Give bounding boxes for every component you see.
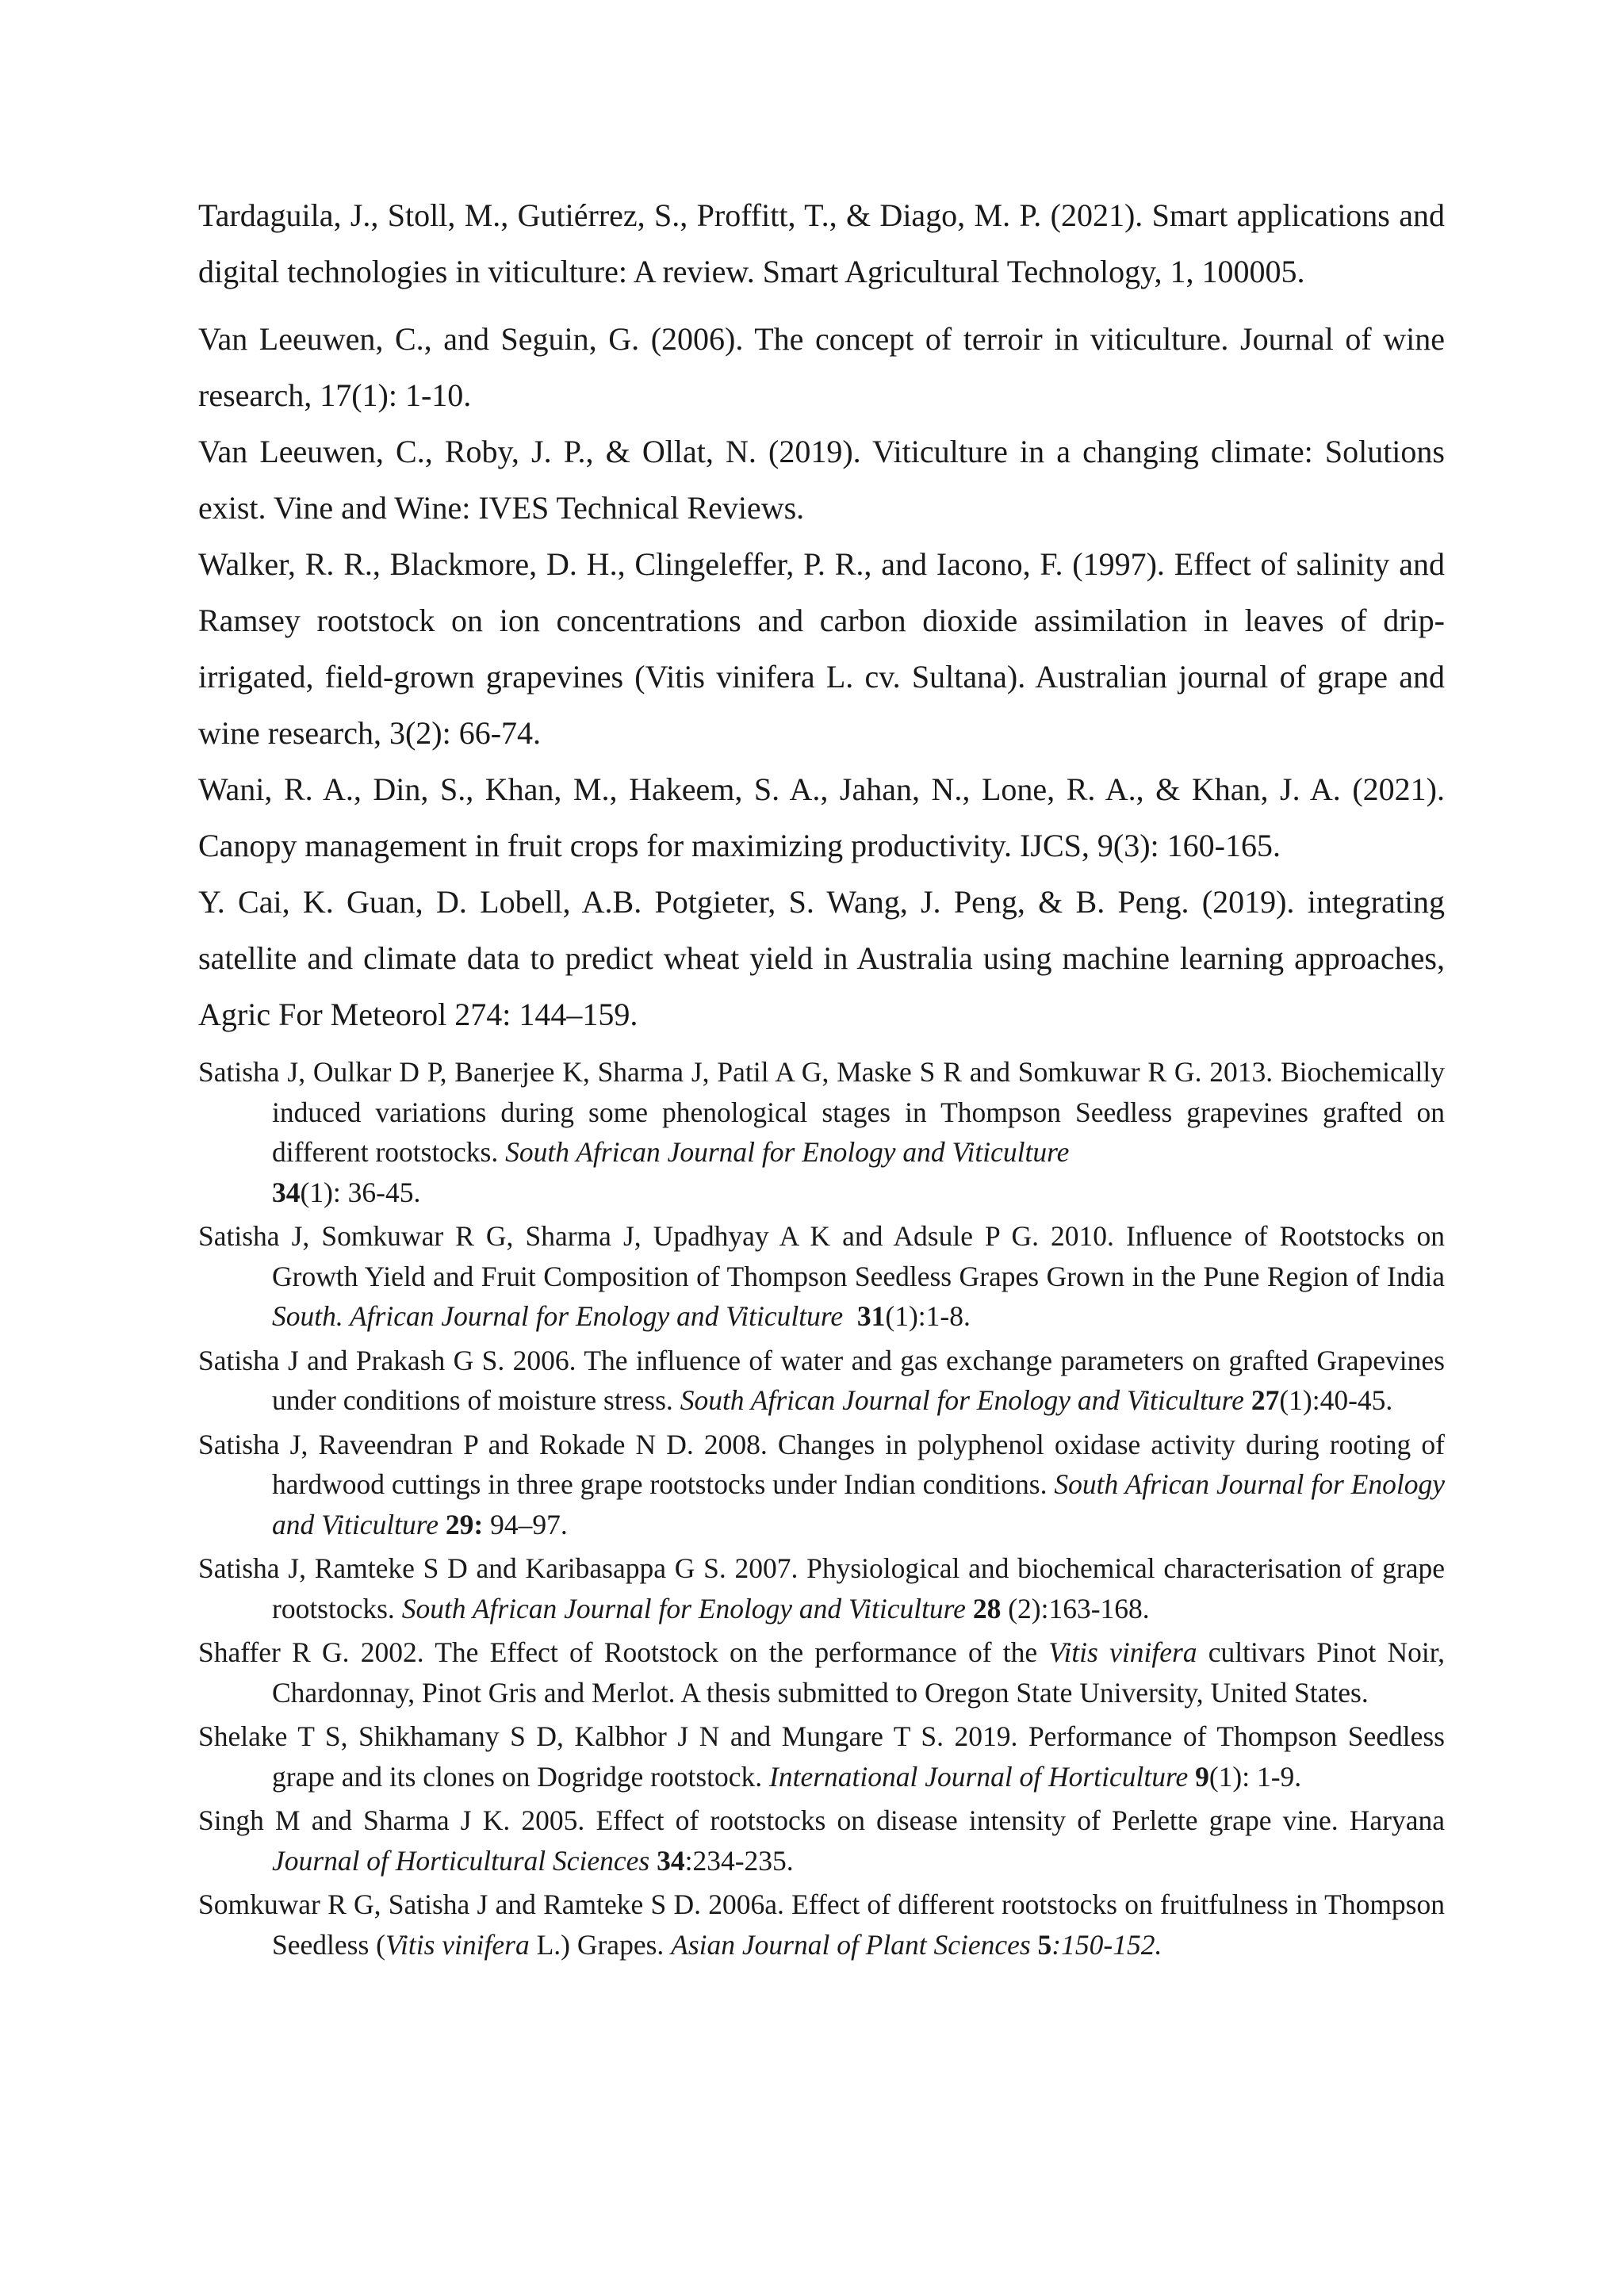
reference-text: Shaffer R G. 2002. The Effect of Rootstock on the performance of the — [198, 1636, 1049, 1668]
reference-entry — [198, 1885, 1445, 1965]
reference-text: L.) Grapes. — [529, 1928, 672, 1961]
spacer — [843, 1300, 857, 1332]
reference-text: Shelake T S, Shikhamany S D, Kalbhor J N and Mungare T S. 2019. Performance of Thompson Seedless grape and its clones on Dogridge rootstock. — [198, 1720, 1445, 1793]
reference-entry: Walker, R. R., Blackmore, D. H., Clingeleffer, P. R., and Iacono, F. (1997). Effect of salinity and Ramsey rootstock on ion concentrations and carbon dioxide assimilation in leaves of drip-irrigated, field-grown grapevines (Vitis vinifera L. cv. Sultana). Australian journal of grape and wine research, 3(2): 66-74. — [198, 546, 1445, 751]
journal-title: South African Journal for Enology and Viticulture — [401, 1592, 966, 1624]
reference-pages: (1):40-45. — [1279, 1384, 1393, 1416]
reference-text: cultivars Pinot Noir, Chardonnay, Pinot Gris and Merlot. A thesis submitted to Oregon State University, United States. — [272, 1636, 1445, 1709]
reference-list — [198, 187, 1445, 1969]
reference-entry — [198, 1800, 1445, 1881]
reference-text: Satisha J, Raveendran P and Rokade N D. 2008. Changes in polyphenol oxidase activity during rooting of hardwood cuttings in three grape rootstocks under Indian conditions. — [198, 1428, 1445, 1500]
species-name: Vitis vinifera — [1048, 1636, 1197, 1668]
reference-pages: (2):163-168. — [1001, 1592, 1150, 1624]
spacer — [1188, 1761, 1195, 1793]
reference-entry: Tardaguila, J., Stoll, M., Gutiérrez, S., Proffitt, T., & Diago, M. P. (2021). Smart applications and digital technologies in viticulture: A review. Smart Agricultural Technology, 1, 100005. — [198, 197, 1445, 289]
volume-number: 29: — [445, 1508, 484, 1540]
reference-pages: 94–97. — [483, 1508, 568, 1540]
spacer — [649, 1845, 657, 1877]
journal-title: South African Journal for Enology and Viticulture — [680, 1384, 1244, 1416]
reference-entry — [198, 1425, 1445, 1545]
volume-number: 27 — [1251, 1384, 1280, 1416]
reference-entry — [198, 1548, 1445, 1628]
reference-text: Satisha J, Oulkar D P, Banerjee K, Sharma J, Patil A G, Maske S R and Somkuwar R G. 2013. Biochemically induced variations during some phenological stages in Thompson Seedless grapevines grafted on different rootstocks. — [198, 1056, 1445, 1168]
reference-pages: :234-235. — [684, 1844, 794, 1877]
journal-title: Asian Journal of Plant Sciences — [671, 1928, 1031, 1961]
reference-pages: (1): 1-9. — [1208, 1760, 1302, 1793]
reference-text: Satisha J, Somkuwar R G, Sharma J, Upadhyay A K and Adsule P G. 2010. Influence of Rootstocks on Growth Yield and Fruit Composition of Thompson Seedless Grapes Grown in the Pune Region of India — [198, 1220, 1445, 1292]
reference-entry — [198, 1716, 1445, 1797]
reference-pages: :150-152. — [1051, 1928, 1162, 1961]
reference-pages: (1): 36-45. — [300, 1176, 421, 1208]
volume-number: 28 — [972, 1592, 1002, 1624]
reference-list-hanging — [198, 1052, 1445, 1965]
spacer — [966, 1593, 973, 1624]
species-name: Vitis vinifera — [385, 1928, 530, 1961]
reference-entry — [198, 1052, 1445, 1212]
journal-title: International Journal of Horticulture — [769, 1760, 1189, 1793]
volume-number: 5 — [1037, 1928, 1052, 1961]
reference-entry: Van Leeuwen, C., Roby, J. P., & Ollat, N. (2019). Viticulture in a changing climate: Solutions exist. Vine and Wine: IVES Technical Reviews. — [198, 434, 1445, 526]
journal-title: Journal of Horticultural Sciences — [272, 1844, 650, 1877]
spacer — [439, 1509, 446, 1540]
reference-entry — [198, 1632, 1445, 1712]
reference-text: Somkuwar R G, Satisha J and Ramteke S D. 2006a. Effect of different rootstocks on fruitfulness in Thompson Seedless ( — [198, 1888, 1445, 1961]
volume-number: 9 — [1195, 1760, 1209, 1793]
volume-number: 34 — [272, 1176, 301, 1208]
reference-entry — [198, 1216, 1445, 1337]
journal-title: South African Journal for Enology and Viticulture — [505, 1136, 1070, 1168]
reference-entry: Van Leeuwen, C., and Seguin, G. (2006). The concept of terroir in viticulture. Journal of wine research, 17(1): 1-10. — [198, 321, 1445, 413]
journal-title: South. African Journal for Enology and Viticulture — [272, 1300, 844, 1332]
volume-number: 34 — [657, 1844, 685, 1877]
reference-text: Satisha J, Ramteke S D and Karibasappa G S. 2007. Physiological and biochemical characterisation of grape rootstocks. — [198, 1552, 1445, 1624]
journal-title: South African Journal for Enology and Viticulture — [272, 1468, 1446, 1540]
volume-number: 31 — [856, 1300, 886, 1332]
reference-entry: Wani, R. A., Din, S., Khan, M., Hakeem, S. A., Jahan, N., Lone, R. A., & Khan, J. A. (2021). Canopy management in fruit crops for maximizing productivity. IJCS, 9(3): 160-165. — [198, 771, 1445, 863]
spacer — [1031, 1929, 1038, 1961]
reference-text: Singh M and Sharma J K. 2005. Effect of rootstocks on disease intensity of Perlette grape vine. Haryana — [198, 1804, 1445, 1836]
spacer — [1244, 1384, 1251, 1416]
reference-text: Satisha J and Prakash G S. 2006. The influence of water and gas exchange parameters on grafted Grapevines under conditions of moisture stress. — [198, 1344, 1445, 1416]
reference-pages: (1):1-8. — [885, 1300, 971, 1332]
reference-entry: Y. Cai, K. Guan, D. Lobell, A.B. Potgieter, S. Wang, J. Peng, & B. Peng. (2019). integrating satellite and climate data to predict wheat yield in Australia using machine learning approaches, Agric For Meteorol 274: 144–159. — [198, 884, 1445, 1032]
reference-entry — [198, 1341, 1445, 1421]
